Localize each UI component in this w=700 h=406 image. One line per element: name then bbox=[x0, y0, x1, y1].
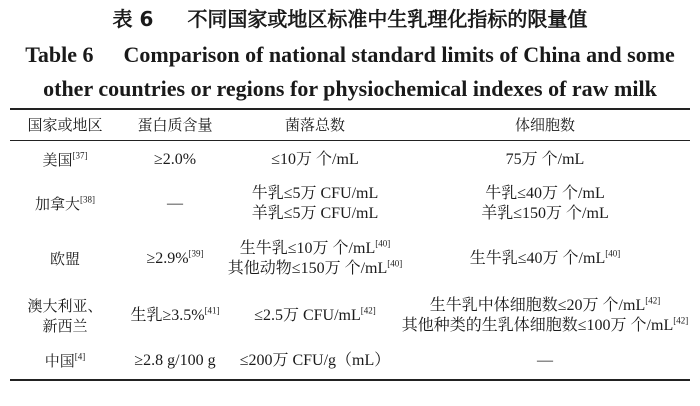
header-protein: 蛋白质含量 bbox=[137, 116, 213, 134]
header-bacteria: 菌落总数 bbox=[284, 116, 345, 134]
row-eu-bacteria: 生牛乳≤10万 个/mL[40] 其他动物≤150万 个/mL[40] bbox=[227, 238, 403, 277]
caption-en-number: Table 6 bbox=[25, 42, 94, 67]
table-header-rule bbox=[10, 140, 690, 141]
row-china-protein: ≥2.8 g/100 g bbox=[134, 352, 216, 369]
row-eu-somatic: 生牛乳≤40万 个/mL[40] bbox=[469, 248, 621, 267]
row-anz-protein: 生乳≥3.5%[41] bbox=[130, 305, 220, 324]
table-caption-en bbox=[12, 38, 688, 106]
caption-cn-number: 表 6 bbox=[112, 7, 154, 31]
table-top-rule bbox=[10, 108, 690, 110]
header-region: 国家或地区 bbox=[27, 116, 103, 134]
row-eu-protein: ≥2.9%[39] bbox=[146, 248, 204, 267]
caption-en-title: Comparison of national standard limits of China and some other countries or regions for physiochemical indexes of raw milk bbox=[43, 42, 675, 101]
row-canada-somatic: 牛乳≤40万 个/mL 羊乳≤150万 个/mL bbox=[481, 185, 609, 222]
row-usa-protein: ≥2.0% bbox=[153, 151, 197, 168]
row-china-bacteria: ≤200万 CFU/g（mL） bbox=[239, 352, 391, 369]
row-usa-bacteria: ≤10万 个/mL bbox=[271, 151, 359, 168]
table-bottom-rule bbox=[10, 379, 690, 381]
row-canada-protein: — bbox=[167, 195, 183, 212]
row-anz-somatic: 生牛乳中体细胞数≤20万 个/mL[42] 其他种类的生乳体细胞数≤100万 个/mL[42] bbox=[401, 295, 689, 334]
row-canada-region: 加拿大[38] bbox=[34, 194, 95, 213]
table-caption-cn bbox=[0, 6, 700, 32]
row-canada-bacteria: 牛乳≤5万 CFU/mL 羊乳≤5万 CFU/mL bbox=[251, 185, 379, 222]
row-usa-somatic: 75万 个/mL bbox=[505, 151, 585, 168]
row-anz-bacteria: ≤2.5万 CFU/mL[42] bbox=[254, 305, 376, 324]
header-somatic: 体细胞数 bbox=[514, 116, 575, 134]
row-eu-region: 欧盟 bbox=[49, 250, 80, 268]
row-anz-region: 澳大利亚、 新西兰 bbox=[27, 297, 103, 335]
caption-cn-title: 不同国家或地区标准中生乳理化指标的限量值 bbox=[187, 7, 588, 31]
row-china-somatic: — bbox=[537, 352, 553, 369]
row-china-region: 中国[4] bbox=[44, 351, 86, 370]
row-usa-region: 美国[37] bbox=[42, 150, 88, 169]
